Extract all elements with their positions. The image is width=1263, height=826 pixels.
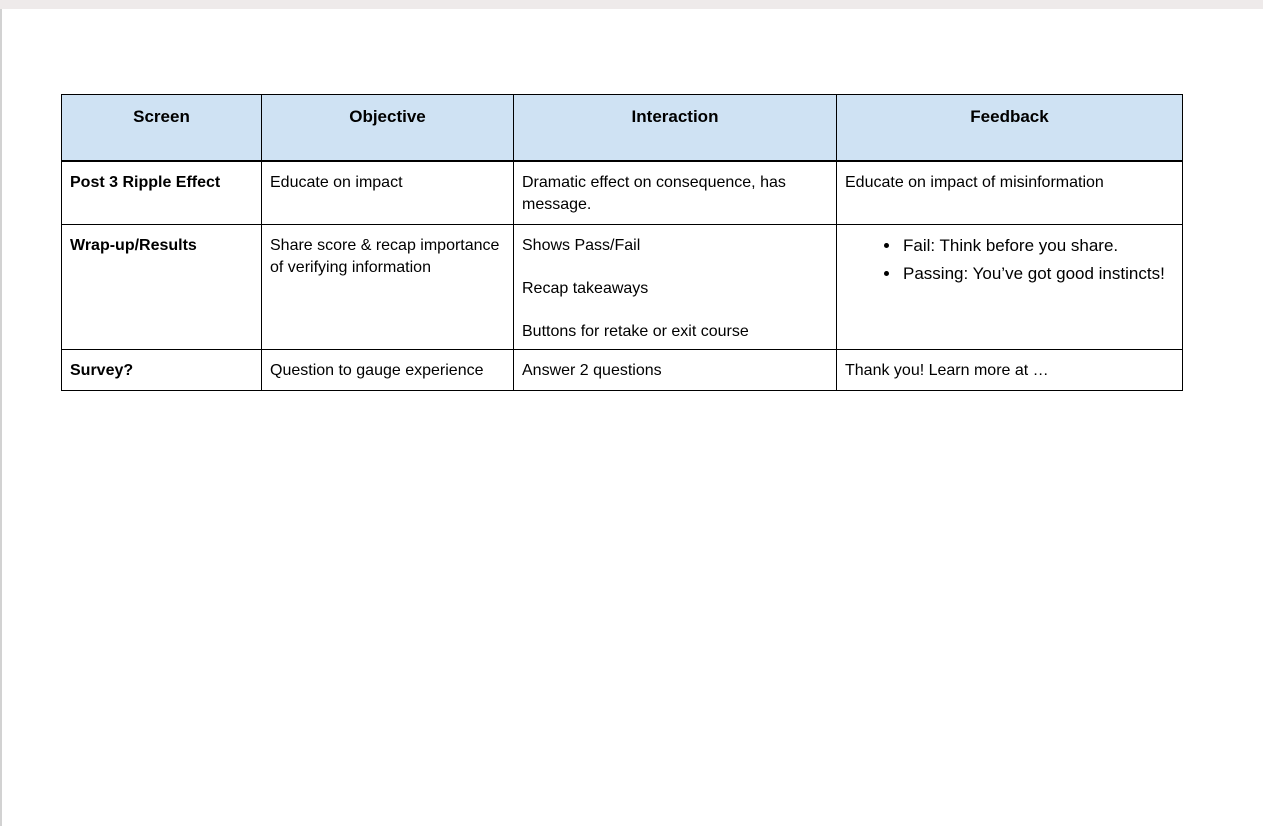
row-screen-cell: Post 3 Ripple Effect <box>62 161 262 225</box>
header-interaction: Interaction <box>514 95 837 162</box>
table-row <box>62 225 1183 350</box>
header-objective: Objective <box>262 95 514 162</box>
table-row <box>62 350 1183 391</box>
row-interaction-cell <box>514 350 837 391</box>
row-objective-cell: Educate on impact <box>262 161 514 225</box>
feedback-bullet: • Passing: You’ve got good instincts! <box>901 260 1174 288</box>
row-feedback-cell: Thank you! Learn more at … <box>837 350 1183 391</box>
storyboard-table <box>61 94 1183 391</box>
row-interaction-cell <box>514 161 837 225</box>
row-objective-cell: Question to gauge experience <box>262 350 514 391</box>
interaction-text: Answer 2 questions <box>522 362 662 379</box>
interaction-text: Dramatic effect on consequence, has message. <box>522 174 786 213</box>
row-screen-cell: Survey? <box>62 350 262 391</box>
interaction-text: Buttons for retake or exit course <box>522 323 749 340</box>
row-feedback-cell: Educate on impact of misinformation <box>837 161 1183 225</box>
row-screen-cell: Wrap-up/Results <box>62 225 262 350</box>
interaction-text: Shows Pass/Fail <box>522 237 641 254</box>
interaction-text: Recap takeaways <box>522 280 649 297</box>
document-page <box>0 9 1263 826</box>
header-screen: Screen <box>62 95 262 162</box>
header-feedback: Feedback <box>837 95 1183 162</box>
table-row <box>62 161 1183 225</box>
row-feedback-cell <box>837 225 1183 350</box>
row-interaction-cell <box>514 225 837 350</box>
feedback-bullet: • Fail: Think before you share. <box>901 232 1174 260</box>
table-header-row <box>62 95 1183 162</box>
feedback-bullet-list <box>845 232 1174 288</box>
row-objective-cell: Share score & recap importance of verifying information <box>262 225 514 350</box>
